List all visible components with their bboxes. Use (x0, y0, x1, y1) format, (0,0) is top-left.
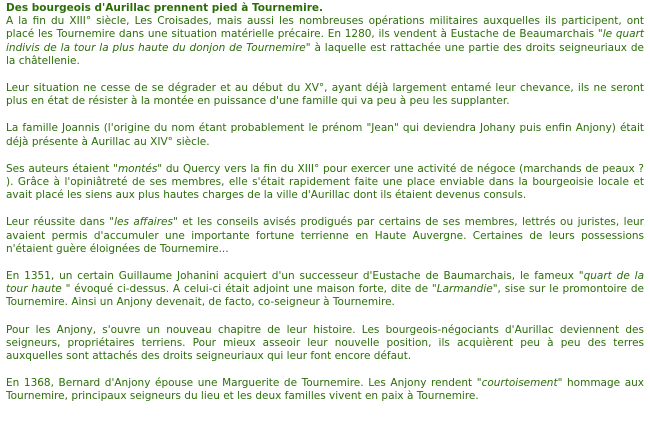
paragraph-4-text-b: " du Quercy vers la fin du XIII° pour exercer une activité de négoce (marchands de peaux ? ). Grâce à l'opiniâtreté de ses membres, elle s'était rapidement faite une place enviable dans la bourgeoisie locale et avait placé les siens aux plus hautes charges de la ville d'Aurillac dont ils étaient devenus consuls. (6, 162, 644, 202)
paragraph-1-text-b: " à laquelle est rattachée une partie des droits seigneuriaux de la châtellenie. (6, 41, 644, 67)
paragraph-6-text-c: ", sise sur le promontoire de Tournemire. Ainsi un Anjony devenait, de facto, co-seigneur à Tournemire. (6, 283, 645, 309)
paragraph-6-quote-2: Larmandie (436, 283, 493, 296)
paragraph-5-quote: les affaires (114, 216, 173, 229)
paragraph-8-text-a: En 1368, Bernard d'Anjony épouse une Marguerite de Tournemire. Les Anjony rendent " (6, 377, 482, 390)
paragraph-6-quote-1: quart de la tour haute (6, 270, 645, 296)
paragraph-8 (6, 377, 644, 403)
paragraph-2: Leur situation ne cesse de se dégrader et au début du XV°, ayant déjà largement entamé leur chevance, ils ne seront plus en état de résister à la montée en puissance d'une famille qui va peu à peu les supplanter. (6, 82, 644, 108)
paragraph-4-text-a: Ses auteurs étaient " (6, 162, 118, 175)
paragraph-8-quote: courtoisement (481, 377, 558, 390)
paragraph-1-text-a: A la fin du XIII° siècle, Les Croisades, mais aussi les nombreuses opérations militaires auxquelles ils participent, ont placé les Tournemire dans une situation matérielle précaire. En 1280, ils vendent à Eustache de Beaumarchais " (6, 15, 644, 41)
article-title: Des bourgeois d'Aurillac prennent pied à Tournemire. (6, 2, 323, 14)
paragraph-3: La famille Joannis (l'origine du nom étant probablement le prénom "Jean" qui deviendra Johany puis enfin Anjony) était déjà présente à Aurillac au XIV° siècle. (6, 122, 644, 148)
paragraph-6 (6, 270, 644, 310)
paragraph-5-text-b: " et les conseils avisés prodigués par certains de ses membres, lettrés ou juristes, leur avaient permis d'accumuler une importante fortune terrienne en Haute Auvergne. Certaines de leurs possessions n'étaient guère éloignées de Tournemire... (6, 216, 645, 255)
paragraph-7: Pour les Anjony, s'ouvre un nouveau chapitre de leur histoire. Les bourgeois-négociants d'Aurillac deviennent des seigneurs, propriétaires terriens. Pour mieux asseoir leur nouvelle position, ils acquièrent peu à peu des terres auxquelles sont attachés des droits seigneuriaux qui leur font encore défaut. (6, 323, 644, 363)
paragraph-4-quote: montés (117, 162, 158, 175)
paragraph-1 (6, 15, 644, 68)
paragraph-1-quote: le quart indivis de la tour la plus haute du donjon de Tournemire (6, 28, 645, 54)
article (6, 2, 644, 418)
paragraph-8-text-b: " hommage aux Tournemire, principaux seigneurs du lieu et les deux familles vivent en paix à Tournemire. (6, 377, 645, 403)
paragraph-5 (6, 216, 644, 256)
paragraph-6-text-b: " évoqué ci-dessus. A celui-ci était adjoint une maison forte, dite de " (61, 283, 437, 296)
paragraph-6-text-a: En 1351, un certain Guillaume Johanini acquiert d'un successeur d'Eustache de Baumarchais, le fameux " (6, 270, 584, 283)
paragraph-4 (6, 163, 644, 203)
paragraph-5-text-a: Leur réussite dans " (6, 216, 115, 229)
